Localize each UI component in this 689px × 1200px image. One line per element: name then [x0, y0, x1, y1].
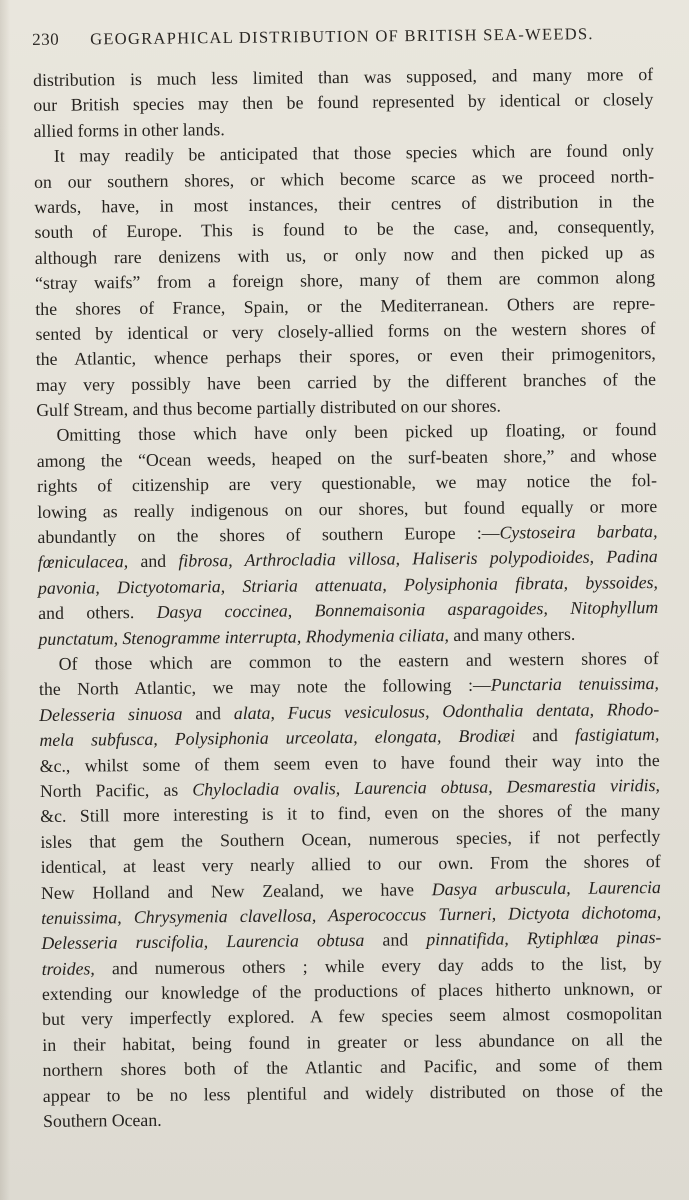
body-text [33, 62, 663, 1134]
italic-text: Delesseria sinuosa [39, 703, 183, 725]
text-run: our British species may then be found represented by identical or closely [33, 89, 654, 116]
paragraph [36, 418, 658, 652]
italic-text: pinnatifida, Rytiphlœa pinas- [426, 927, 662, 950]
italic-text: fibrosa, Arthrocladia villosa, Haliseris polypodioides, Padina [178, 546, 658, 572]
page-title: GEOGRAPHICAL DISTRIBUTION OF BRITISH SEA-WEEDS. [90, 24, 594, 49]
italic-text: alata, Fucus vesiculosus, Odonthalia dentata, Rhodo- [233, 698, 660, 723]
text-run: among the “Ocean weeds, heaped on the surf-beaten shore,” and whose [36, 444, 657, 471]
text-run: sented by identical or very closely-allied forms on the western shores of [35, 317, 656, 344]
text-run: lowing as really indigenous on our shores, but found equally or more [37, 495, 658, 522]
italic-text: troides, [41, 958, 95, 979]
italic-text: Dasya arbuscula, Laurencia [431, 876, 661, 899]
text-line [43, 1103, 663, 1134]
text-run: abundantly on the shores of southern Europe :— [37, 522, 500, 548]
text-run: Southern Ocean. [43, 1109, 162, 1131]
italic-text: tenuissima, Chrysymenia clavellosa, Asperococcus Turneri, Dictyota dichotoma, [41, 901, 662, 928]
italic-text: Delesseria ruscifolia, Laurencia obtusa [41, 930, 365, 954]
text-run: rights of citizenship are very questionable, we may notice the fol- [36, 470, 658, 497]
italic-text: fastigiatum, [574, 724, 660, 745]
text-run: distribution is much less limited than was supposed, and many more of [33, 64, 654, 90]
text-run: identical, at least very nearly allied to our own. From the shores of [40, 851, 661, 878]
text-run: and many others. [448, 623, 576, 645]
italic-text: pavonia, Dictyotomaria, Striaria attenuata, Polysiphonia fibrata, byssoides, [37, 571, 659, 598]
text-run: wards, have, in most instances, their centres of distribution in the [34, 190, 655, 217]
text-run: although rare denizens with us, or only now and then picked up as [34, 241, 655, 268]
italic-text: Dasya coccinea, Bonnemaisonia asparagoides, Nitophyllum [156, 597, 659, 623]
text-run: the shores of France, Spain, or the Mediterranean. Others are repre- [35, 292, 656, 319]
text-run: and [128, 551, 179, 572]
text-run: extending our knowledge of the productions of places hitherto unknown, or [41, 978, 662, 1005]
paragraph [33, 62, 654, 144]
italic-text: Punctaria tenuissima, [490, 673, 660, 696]
text-run: &c., whilst some of them seem even to have found their way into the [39, 749, 660, 776]
text-run: &c. Still more interesting is it to find, even on the shores of the many [40, 800, 661, 827]
text-run: and others. [38, 602, 157, 624]
text-run: and [364, 929, 427, 951]
text-run: Of those which are common to the eastern and western shores of [58, 648, 659, 674]
italic-text: mela subfusca, Polysiphonia urceolata, elongata, Brodiæi [39, 725, 516, 751]
text-run: It may readily be anticipated that those species which are found only [53, 140, 654, 166]
italic-text: punctatum, Stenogramme interrupta, Rhodymenia ciliata, [38, 624, 449, 649]
paragraph [39, 646, 664, 1134]
page-number: 230 [32, 29, 60, 49]
italic-text: fœniculacea, [37, 551, 129, 573]
text-run: the North Atlantic, we may note the following :— [38, 675, 491, 700]
italic-text: Cystoseira barbata, [499, 521, 658, 543]
text-run: in their habitat, being found in greater or less abundance on all the [42, 1028, 663, 1055]
text-run: Gulf Stream, and thus become partially distributed on our shores. [36, 395, 502, 421]
text-run: Omitting those which have only been picked up floating, or found [56, 419, 657, 446]
text-run: but very imperfectly explored. A few species seem almost cosmopolitan [42, 1003, 663, 1030]
text-run: appear to be no less plentiful and widely distributed on those of the [42, 1079, 663, 1106]
text-run: south of Europe. This is found to be the case, and, consequently, [34, 216, 655, 243]
text-run: “stray waifs” from a foreign shore, many of them are common along [34, 267, 656, 294]
text-run: isles that gem the Southern Ocean, numerous species, if not perfectly [40, 825, 661, 852]
text-run: and [515, 724, 576, 746]
text-run: northern shores both of the Atlantic and Pacific, and some of them [42, 1054, 663, 1081]
text-run: and numerous others ; while every day adds to the list, by [94, 952, 662, 979]
text-run: may very possibly have been carried by the different branches of the [35, 368, 657, 395]
text-run: North Pacific, as [39, 779, 193, 801]
running-head [32, 20, 642, 52]
text-run: New Holland and New Zealand, we have [40, 878, 432, 903]
text-run: the Atlantic, whence perhaps their spores, or even their primogenitors, [35, 343, 656, 370]
text-run: on our southern shores, or which become scarce as we proceed north- [33, 165, 655, 192]
text-run: and [182, 702, 234, 724]
text-run: allied forms in other lands. [33, 118, 225, 141]
italic-text: Chylocladia ovalis, Laurencia obtusa, Desmarestia viridis, [192, 774, 661, 800]
paragraph [34, 138, 657, 423]
page-gutter-shadow [0, 0, 10, 1200]
